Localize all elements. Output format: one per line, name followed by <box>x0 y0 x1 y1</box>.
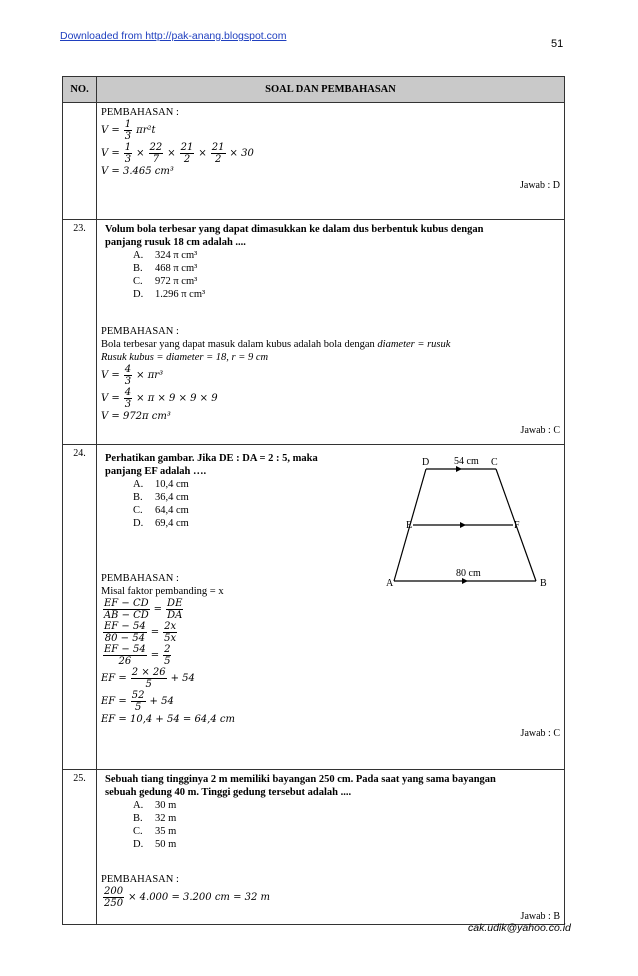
fraction: $\frac{4}{3}$ <box>124 387 132 410</box>
option-item: A. 324 π cm³ <box>133 250 198 261</box>
row-content <box>97 220 565 445</box>
table-row <box>63 220 565 445</box>
fraction: $\frac{1}{3}$ <box>124 119 132 142</box>
equation: V = $\frac{4}{3}$ × πr³ <box>101 364 164 387</box>
equation: V = 972π cm³ <box>101 411 171 422</box>
fraction: $\frac{52}{5}$ <box>131 690 145 713</box>
table-header-row <box>63 77 565 103</box>
fraction: $\frac{21}{2}$ <box>180 142 194 165</box>
footer-email: cak.udik@yahoo.co.id <box>468 922 571 934</box>
row-number: 24. <box>63 445 97 770</box>
option-item: B. 32 m <box>133 813 177 824</box>
row-content <box>97 770 565 925</box>
label-top-length: 54 cm <box>454 456 479 467</box>
equation: $\frac{200}{250}$ × 4.000 = 3.200 cm = 32 m <box>104 886 271 909</box>
eq-text: πr²t <box>136 125 156 136</box>
question-block <box>105 773 560 851</box>
header-no: NO. <box>63 77 97 103</box>
option-item: A. 10,4 cm <box>133 479 189 490</box>
table-row <box>63 103 565 220</box>
equation: V = $\frac{1}{3}$ × $\frac{22}{7}$ × $\frac{21}{2}$ × $\frac{21}{2}$ × 30 <box>101 142 254 165</box>
equation: EF = 10,4 + 54 = 64,4 cm <box>101 714 235 725</box>
option-item: D. 50 m <box>133 839 177 850</box>
fraction: $\frac{EF - 54}{80 - 54}$ <box>104 621 146 644</box>
label-d: D <box>422 457 430 468</box>
fraction: $\frac{2 \times 26}{5}$ <box>131 667 166 690</box>
fraction: $\frac{4}{3}$ <box>124 364 132 387</box>
fraction: $\frac{1}{3}$ <box>124 142 132 165</box>
pembahasan-label: PEMBAHASAN : <box>101 107 179 118</box>
fraction: $\frac{2}{5}$ <box>164 644 171 667</box>
soal-table <box>62 76 565 925</box>
explanation-text: Misal faktor pembanding = x <box>101 586 224 597</box>
equation <box>101 119 560 142</box>
option-item: C. 64,4 cm <box>133 505 189 516</box>
option-item: C. 972 π cm³ <box>133 276 198 287</box>
question-text: panjang rusuk 18 cm adalah .... <box>105 237 246 248</box>
equation: EF = $\frac{52}{5}$ + 54 <box>101 690 174 713</box>
trapezoid-diagram <box>386 453 556 588</box>
question-text: Volum bola terbesar yang dapat dimasukkan ke dalam dus berbentuk kubus dengan <box>105 224 484 235</box>
equation: V = $\frac{4}{3}$ × π × 9 × 9 × 9 <box>101 387 218 410</box>
row-number: 25. <box>63 770 97 925</box>
equation: V = 3.465 cm³ <box>101 166 174 177</box>
equation: $\frac{EF - 54}{26}$ = $\frac{2}{5}$ <box>104 644 171 667</box>
explanation-text: Bola terbesar yang dapat masuk dalam kubus adalah bola dengan diameter = rusuk <box>101 339 451 350</box>
question-text: Sebuah tiang tingginya 2 m memiliki bayangan 250 cm. Pada saat yang sama bayangan <box>105 774 496 785</box>
fraction: $\frac{DE}{DA}$ <box>167 598 183 621</box>
fraction: $\frac{22}{7}$ <box>149 142 163 165</box>
fraction: $\frac{2x}{5x}$ <box>164 621 177 644</box>
equation: EF = $\frac{2 \times 26}{5}$ + 54 <box>101 667 195 690</box>
label-bottom-length: 80 cm <box>456 568 481 579</box>
pembahasan-label: PEMBAHASAN : <box>101 326 179 337</box>
row-number: 23. <box>63 220 97 445</box>
explanation-text: Rusuk kubus = diameter = 18, r = 9 cm <box>101 352 269 363</box>
download-link[interactable]: Downloaded from http://pak-anang.blogspot.com <box>60 30 287 42</box>
question-text: sebuah gedung 40 m. Tinggi gedung tersebut adalah .... <box>105 787 352 798</box>
label-a: A <box>386 578 394 588</box>
fraction: $\frac{21}{2}$ <box>211 142 225 165</box>
option-item: D. 1.296 π cm³ <box>133 289 206 300</box>
fraction: $\frac{EF - CD}{AB - CD}$ <box>103 598 149 621</box>
equation: $\frac{EF - CD}{AB - CD}$ = $\frac{DE}{DA}$ <box>103 598 183 621</box>
option-item: C. 35 m <box>133 826 177 837</box>
row-content <box>97 103 565 220</box>
answer-label: Jawab : C <box>520 425 560 436</box>
label-c: C <box>491 457 498 468</box>
eq-text: × 30 <box>229 148 254 159</box>
answer-label: Jawab : C <box>520 728 560 739</box>
option-item: A. 30 m <box>133 800 177 811</box>
header-soal: SOAL DAN PEMBAHASAN <box>97 77 565 103</box>
table-row <box>63 770 565 925</box>
label-b: B <box>540 578 547 588</box>
row-content <box>97 445 565 770</box>
answer-label: Jawab : B <box>520 911 560 922</box>
label-e: E <box>406 520 413 531</box>
arrow-icon <box>460 522 466 528</box>
question-text: panjang EF adalah …. <box>105 466 207 477</box>
pembahasan-label: PEMBAHASAN : <box>101 573 179 584</box>
question-block <box>105 223 560 301</box>
eq-text: V = <box>101 148 120 159</box>
option-item: B. 468 π cm³ <box>133 263 198 274</box>
equation: $\frac{EF - 54}{80 - 54}$ = $\frac{2x}{5x}$ <box>104 621 177 644</box>
fraction: $\frac{200}{250}$ <box>104 886 124 909</box>
pembahasan-label: PEMBAHASAN : <box>101 874 179 885</box>
option-item: B. 36,4 cm <box>133 492 189 503</box>
eq-text: V = <box>101 125 120 136</box>
option-item: D. 69,4 cm <box>133 518 189 529</box>
page-number: 51 <box>551 38 564 50</box>
fraction: $\frac{EF - 54}{26}$ <box>104 644 146 667</box>
row-number <box>63 103 97 220</box>
question-text: Perhatikan gambar. Jika DE : DA = 2 : 5, maka <box>105 453 318 464</box>
label-f: F <box>514 520 520 531</box>
answer-label: Jawab : D <box>520 180 560 191</box>
table-row <box>63 445 565 770</box>
